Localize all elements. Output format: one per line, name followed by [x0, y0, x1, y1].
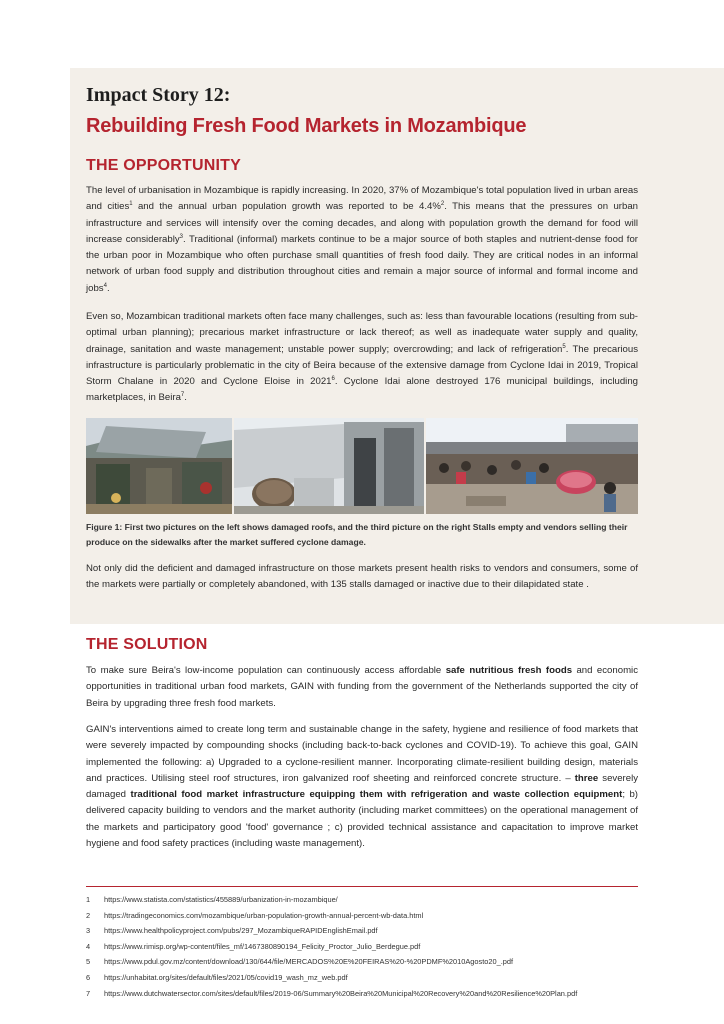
opportunity-paragraph-3: Not only did the deficient and damaged infrastructure on those markets present health risks to vendors and consumers, some of the markets were partially or completely abandoned, with 135 stalls damaged or inactive due to their dilapidated state .	[86, 563, 638, 591]
market-stalls-photo	[426, 418, 638, 514]
opportunity-paragraph-1: The level of urbanisation in Mozambique is rapidly increasing. In 2020, 37% of Mozambique's total population lived in urban areas and cities$^1$ and the annual urban population growth was reported to be 4.4%$^2$. This means that the pressures on urban infrastructure and services will intensify over the coming decades, and along with population growth the demand for food will increase considerably$^3$. Traditional (informal) markets continue to be a major source of both staples and nutrient-dense food for the urban poor in Mozambique who often purchase small quantities of fresh food daily. They are critical nodes in an informal network of urban food supply and distribution throughout cities and remain a major source of informal and formal income and jobs$^4$.	[86, 185, 639, 294]
footnote[interactable]: 1 https://www.statista.com/statistics/455889/urbanization-in-mozambique/	[86, 892, 646, 908]
footnote-link: https://www.healthpolicyproject.com/pubs/297_MozambiqueRAPIDEnglishEmail.pdf	[104, 926, 378, 936]
footnote-ref[interactable]: 4	[103, 282, 107, 289]
figure-caption: Figure 1: First two pictures on the left shows damaged roofs, and the third picture on the right Stalls empty and vendors selling their produce on the sidewalks after the market suffered cyclone damage.	[86, 522, 628, 547]
footnote-link: https://www.rimisp.org/wp-content/files_mf/1467380890194_Felicity_Proctor_Julio_Berdegue.pdf	[104, 941, 421, 951]
footnote-ref[interactable]: 7	[180, 392, 185, 399]
solution-heading: THE SOLUTION	[86, 636, 208, 653]
footnote[interactable]: 4 https://www.rimisp.org/wp-content/files_mf/1467380890194_Felicity_Proctor_Julio_Berdegue.pdf	[86, 939, 646, 955]
footnote-link: https://www.statista.com/statistics/455889/urbanization-in-mozambique/	[104, 895, 338, 904]
footnote-ref[interactable]: 3	[179, 233, 183, 240]
footnote[interactable]: 7 https://www.dutchwatersector.com/sites/default/files/2019-06/Summary%20Beira%20Municipal%20Recovery%20and%20Resilience%20Plan.pdf	[86, 986, 646, 1002]
footnote-link: https://unhabitat.org/sites/default/files/2021/05/covid19_wash_mz_web.pdf	[104, 972, 348, 982]
bold-text: traditional food market infrastructure equipping them with refrigeration and waste collection equipment	[130, 789, 623, 801]
footnote-link: https://tradingeconomics.com/mozambique/urban-population-growth-annual-percent-wb-data.html	[104, 910, 424, 920]
footnote[interactable]: 2 https://tradingeconomics.com/mozambique/urban-population-growth-annual-percent-wb-data.html	[86, 908, 646, 924]
story-label: Impact Story 12:	[86, 84, 231, 106]
story-title: Rebuilding Fresh Food Markets in Mozambique	[86, 115, 527, 137]
footnotes-list	[86, 892, 646, 1001]
footnote[interactable]: 5 https://www.pdul.gov.mz/content/download/130/644/file/MERCADOS%20E%20FEIRAS%20-%20PDMF%2010Agosto20_.pdf	[86, 954, 646, 970]
footnote-link: https://www.pdul.gov.mz/content/download/130/644/file/MERCADOS%20E%20FEIRAS%20-%20PDMF%2010Agosto20_.pdf	[104, 957, 514, 967]
footnote-link: https://www.dutchwatersector.com/sites/default/files/2019-06/Summary%20Beira%20Municipal%20Recovery%20and%20Resilience%20Plan.pdf	[104, 988, 578, 998]
footnote-ref[interactable]: 1	[129, 201, 133, 208]
footnote[interactable]: 3 https://www.healthpolicyproject.com/pubs/297_MozambiqueRAPIDEnglishEmail.pdf	[86, 923, 646, 939]
footnote-ref[interactable]: 6	[331, 376, 335, 382]
market-photos	[86, 418, 638, 514]
opportunity-paragraph-2: Even so, Mozambican traditional markets often face many challenges, such as: less than favourable locations (resulting from sub-optimal urban planning); precarious market infrastructure or lack thereof; as well as inadequate water supply and quality, drainage, sanitation and waste management; unstable power supply; overcrowding; and lack of refrigeration$^5$. The precarious infrastructure is particularly problematic in the city of Beira because of the extensive damage from Cyclone Idai in 2019, Tropical Storm Chalane in 2020 and Cyclone Eloise in 2021$^6$. Cyclone Idai alone destroyed 176 municipal buildings, including marketplaces, in Beira$^7$.	[86, 311, 638, 404]
footnote-ref[interactable]: 2	[440, 201, 445, 208]
solution-paragraph-1: To make sure Beira's low-income population can continuously access affordable safe nutritious fresh foods and economic opportunities in traditional urban food markets, GAIN with funding from the government of the Netherlands supported the city of Beira by upgrading three fresh food markets.	[86, 665, 638, 709]
bold-text: safe nutritious fresh foods	[445, 665, 573, 676]
opportunity-heading: THE OPPORTUNITY	[86, 157, 242, 174]
solution-paragraph-2: GAIN's interventions aimed to create long term and sustainable change in the safety, hygiene and resilience of food markets that were severely impacted by compounding shocks (including back-to-back cyclones and COVID-19). To achieve this goal, GAIN implemented the following: a) Upgraded to a cyclone-resilient manner. Incorporating climate-resilient building design, materials and practices. Utilising steel roof structures, iron galvanized roof sheeting and reinforced concrete structure. – three severely damaged traditional food market infrastructure equipping them with refrigeration and waste collection equipment; b) delivered capacity building to vendors and the market authority (including market committees) on the operational management of the markets and participatory good 'food' governance ; c) provided technical assistance and capacitation to improve market hygiene and food safety practices (including waste management).	[86, 724, 638, 850]
damaged-roof-photo-1	[86, 418, 232, 514]
bold-text: three	[574, 772, 599, 784]
damaged-roof-photo-2	[234, 418, 424, 514]
footnote-divider	[86, 886, 638, 887]
footnote-ref[interactable]: 5	[562, 343, 566, 350]
footnote[interactable]: 6 https://unhabitat.org/sites/default/files/2021/05/covid19_wash_mz_web.pdf	[86, 970, 646, 986]
